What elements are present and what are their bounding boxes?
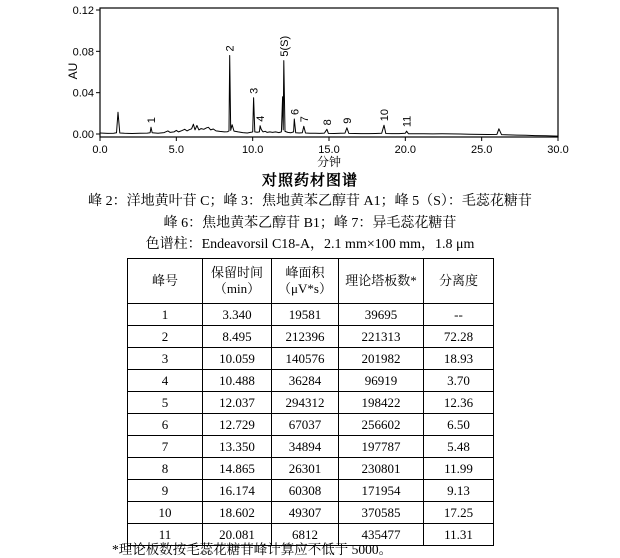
table-cell: 60308	[272, 480, 339, 502]
table-cell: 16.174	[203, 480, 272, 502]
table-cell: 201982	[339, 348, 424, 370]
column-description: 色谱柱：Endeavorsil C18-A，2.1 mm×100 mm，1.8 μm	[145, 237, 475, 252]
x-tick-label: 15.0	[318, 144, 340, 156]
table-cell: 11.99	[424, 458, 494, 480]
y-tick-label: 0.12	[72, 5, 94, 17]
table-cell: 20.081	[203, 524, 272, 546]
table-cell: 10.059	[203, 348, 272, 370]
peak-label: 1	[145, 117, 158, 124]
table-cell: 221313	[339, 326, 424, 348]
table-cell: 197787	[339, 436, 424, 458]
table-cell: --	[424, 304, 494, 326]
table-cell: 12.729	[203, 414, 272, 436]
x-tick-label: 10.0	[241, 144, 264, 156]
table-cell: 39695	[339, 304, 424, 326]
table-cell: 1	[128, 304, 203, 326]
table-cell: 12.36	[424, 392, 494, 414]
table-header-cell: 峰号	[128, 259, 203, 304]
table-cell: 12.037	[203, 392, 272, 414]
x-tick-label: 25.0	[470, 144, 493, 156]
x-tick-label: 0.0	[92, 144, 108, 156]
table-row	[128, 304, 494, 326]
table-cell: 96919	[339, 370, 424, 392]
peak-label: 8	[321, 119, 334, 126]
peak-label: 11	[401, 115, 414, 128]
table-cell: 3.70	[424, 370, 494, 392]
table-cell: 6812	[272, 524, 339, 546]
table-cell: 5	[128, 392, 203, 414]
table-row	[128, 326, 494, 348]
table-cell: 198422	[339, 392, 424, 414]
table-cell: 435477	[339, 524, 424, 546]
table-cell: 13.350	[203, 436, 272, 458]
table-cell: 140576	[272, 348, 339, 370]
table-cell: 8.495	[203, 326, 272, 348]
table-footnote: *理论板数按毛蕊花糖苷峰计算应不低于 5000。	[112, 542, 393, 557]
x-tick-label: 30.0	[547, 144, 569, 156]
table-cell: 171954	[339, 480, 424, 502]
table-cell: 9	[128, 480, 203, 502]
table-cell: 4	[128, 370, 203, 392]
table-cell: 9.13	[424, 480, 494, 502]
plot-frame	[100, 8, 558, 137]
y-tick-label: 0.00	[72, 129, 94, 141]
table-cell: 230801	[339, 458, 424, 480]
peak-label: 3	[248, 87, 261, 94]
table-row	[128, 348, 494, 370]
table-cell: 3.340	[203, 304, 272, 326]
peak-label: 4	[255, 115, 268, 122]
table-cell: 36284	[272, 370, 339, 392]
x-tick-label: 5.0	[168, 144, 184, 156]
table-cell: 2	[128, 326, 203, 348]
peak-identities-line2: 峰 6：焦地黄苯乙醇苷 B1；峰 7：异毛蕊花糖苷	[163, 216, 457, 231]
table-cell: 11	[128, 524, 203, 546]
peak-label: 6	[289, 108, 302, 116]
table-row	[128, 480, 494, 502]
table-row	[128, 392, 494, 414]
table-cell: 5.48	[424, 436, 494, 458]
peak-label: 5(S)	[278, 35, 291, 57]
peak-results-table	[127, 258, 494, 546]
table-cell: 67037	[272, 414, 339, 436]
table-cell: 256602	[339, 414, 424, 436]
table-cell: 8	[128, 458, 203, 480]
peak-label: 9	[341, 117, 354, 124]
peak-identities-line1: 峰 2：洋地黄叶苷 C；峰 3：焦地黄苯乙醇苷 A1；峰 5（S）：毛蕊花糖苷	[88, 194, 532, 209]
table-row	[128, 414, 494, 436]
peak-label: 2	[224, 45, 237, 52]
table-body	[128, 304, 494, 546]
table-cell: 18.602	[203, 502, 272, 524]
table-row	[128, 436, 494, 458]
table-header-cell: 峰面积 （μV*s）	[272, 259, 339, 304]
table-cell: 72.28	[424, 326, 494, 348]
table-row	[128, 502, 494, 524]
table-cell: 370585	[339, 502, 424, 524]
table-header-cell: 分离度	[424, 259, 494, 304]
peak-label: 7	[298, 116, 311, 123]
chart-caption: 对照药材图谱	[261, 173, 358, 189]
chromatogram-svg	[0, 0, 620, 186]
table-head	[128, 259, 494, 304]
table-cell: 19581	[272, 304, 339, 326]
table-cell: 294312	[272, 392, 339, 414]
table-cell: 18.93	[424, 348, 494, 370]
table-cell: 10.488	[203, 370, 272, 392]
y-tick-label: 0.04	[72, 87, 94, 100]
y-axis-title: AU	[66, 62, 80, 80]
table-cell: 7	[128, 436, 203, 458]
table-cell: 212396	[272, 326, 339, 348]
table-cell: 6.50	[424, 414, 494, 436]
table-cell: 14.865	[203, 458, 272, 480]
table-header-cell: 保留时间 （min）	[203, 259, 272, 304]
x-axis-title: 分钟	[316, 155, 342, 169]
table-cell: 49307	[272, 502, 339, 524]
table-cell: 10	[128, 502, 203, 524]
table-cell: 6	[128, 414, 203, 436]
table-cell: 11.31	[424, 524, 494, 546]
table-cell: 26301	[272, 458, 339, 480]
y-tick-label: 0.08	[72, 46, 94, 59]
table-header-row	[128, 259, 494, 304]
table-header-cell: 理论塔板数*	[339, 259, 424, 304]
x-tick-label: 20.0	[394, 144, 417, 156]
peak-label: 10	[378, 108, 391, 122]
table-row	[128, 458, 494, 480]
table-cell: 3	[128, 348, 203, 370]
table-cell: 17.25	[424, 502, 494, 524]
table-cell: 34894	[272, 436, 339, 458]
table-row	[128, 370, 494, 392]
